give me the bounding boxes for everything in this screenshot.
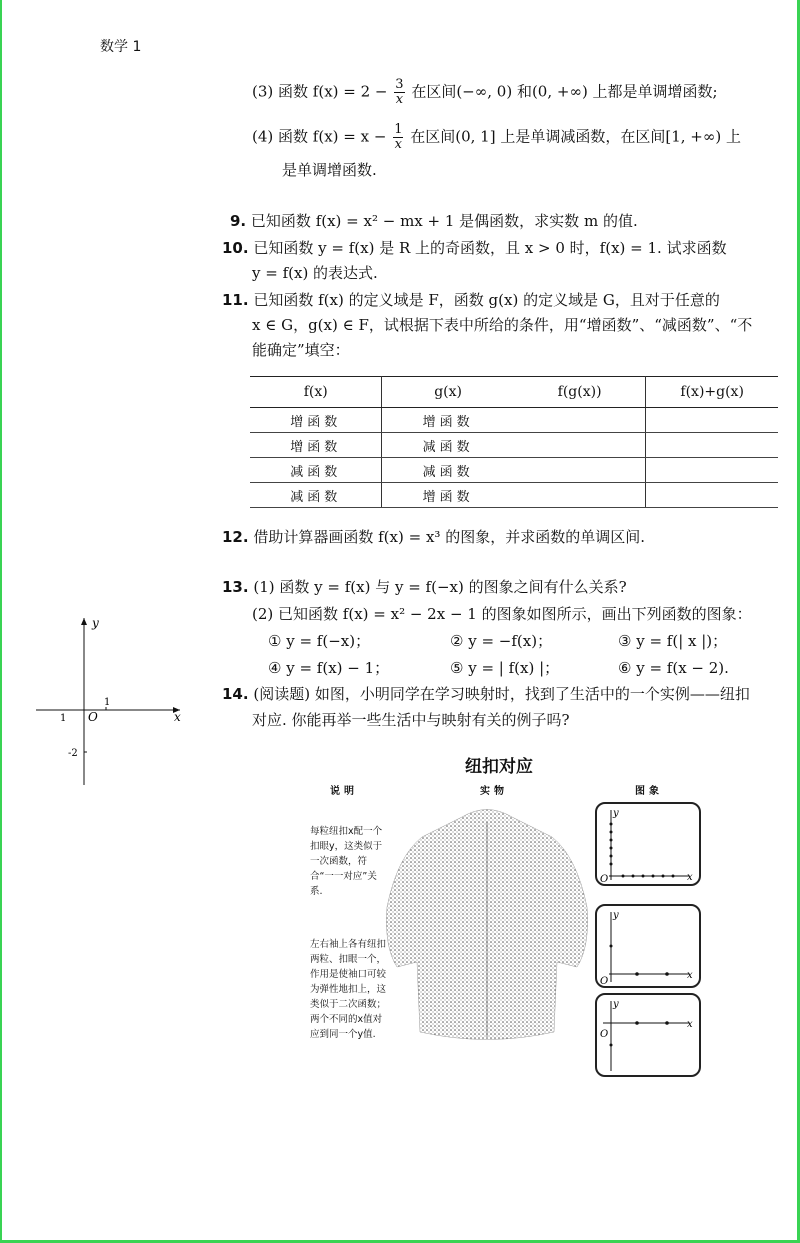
tick-label-x1: 1 — [104, 697, 111, 708]
description-1: 每粒纽扣x配一个扣眼y，这类似于一次函数，符合“一一对应”关系. — [310, 826, 383, 897]
question-number: 10. — [222, 239, 249, 257]
description-2: 左右袖上各有纽扣两粒、扣眼一个，作用是使袖口可较为弹性地扣上，这类似于二次函数；两个不同的x值对应到同一个y值. — [310, 939, 387, 1040]
table-row — [250, 433, 778, 458]
question-text: (1) 函数 y = f(x) 与 y = f(−x) 的图象之间有什么关系? — [253, 578, 627, 596]
shirt-image — [382, 797, 592, 1052]
table-cell-blank — [646, 458, 778, 483]
tick-label-ym2: -2 — [68, 748, 78, 759]
table-header: f(g(x)) — [514, 377, 646, 408]
table-cell: 减函数 — [250, 483, 382, 508]
question-13 — [222, 577, 627, 597]
question-11-line-2: x ∈ G，g(x) ∈ F，试根据下表中所给的条件，用“增函数”、“减函数”、“不 — [252, 316, 753, 334]
item-3-text-a: (3) 函数 f(x) = 2 − — [252, 82, 388, 101]
fraction-numerator: 1 — [394, 122, 403, 137]
illustration-title: 纽扣对应 — [465, 757, 533, 777]
question-number: 12. — [222, 528, 249, 546]
origin-label: O — [600, 874, 609, 884]
item-3-text-b: 在区间(−∞, 0) 和(0, +∞) 上都是单调增函数; — [411, 82, 718, 101]
running-header: 数学 1 — [100, 39, 142, 55]
fraction-denominator: x — [395, 92, 404, 107]
fraction-1-over-x — [393, 123, 403, 152]
option-1: ① y = f(−x)； — [268, 632, 371, 650]
table-header: f(x)+g(x) — [646, 377, 778, 408]
question-text: 已知函数 f(x) 的定义域是 F，函数 g(x) 的定义域是 G，且对于任意的 — [253, 291, 720, 309]
origin-label: O — [600, 976, 609, 986]
y-label: y — [613, 999, 619, 1010]
column-header-description: 说明 — [330, 786, 358, 797]
question-text: (阅读题) 如图，小明同学在学习映射时，找到了生活中的一个实例——纽扣 — [253, 685, 750, 703]
graph-panel-one-to-one — [595, 802, 701, 886]
fraction-3-over-x — [394, 78, 404, 107]
table-cell-blank — [514, 458, 646, 483]
table-row — [250, 483, 778, 508]
question-11-line-3: 能确定”填空： — [252, 341, 350, 359]
graph-two — [597, 906, 699, 986]
fraction-denominator: x — [394, 137, 402, 152]
question-number: 9. — [230, 212, 247, 230]
item-4-text-b: 在区间(0, 1] 上是单调减函数，在区间[1, +∞) 上 — [410, 127, 741, 146]
x-label: x — [687, 1019, 693, 1030]
graph-panel-three — [595, 993, 701, 1077]
option-2: ② y = −f(x)； — [450, 632, 553, 650]
coordinate-figure — [30, 610, 200, 790]
question-12 — [222, 527, 645, 547]
points — [610, 823, 675, 878]
page-border-left — [0, 0, 2, 1243]
table-cell-blank — [646, 433, 778, 458]
item-4 — [252, 123, 741, 152]
question-number: 11. — [222, 291, 249, 309]
table-cell: 增函数 — [250, 408, 382, 433]
y-axis-arrow — [81, 618, 87, 625]
origin-label: O — [600, 1029, 609, 1040]
question-number: 14. — [222, 685, 249, 703]
table-row — [250, 458, 778, 483]
origin-label: O — [88, 710, 98, 724]
graph-three — [597, 995, 699, 1075]
fraction-numerator: 3 — [395, 77, 404, 92]
table-cell: 增函数 — [382, 483, 514, 508]
item-3 — [252, 78, 718, 107]
column-header-object: 实物 — [480, 786, 508, 797]
y-label: y — [92, 616, 99, 630]
x-label: x — [687, 872, 693, 883]
question-13-part-2: (2) 已知函数 f(x) = x² − 2x − 1 的图象如图所示，画出下列函数的图象： — [252, 605, 752, 623]
table-cell-blank — [514, 408, 646, 433]
table-cell-blank — [514, 433, 646, 458]
item-4-text-a: (4) 函数 f(x) = x − — [252, 127, 387, 146]
question-10-continued: y = f(x) 的表达式. — [252, 264, 378, 282]
table-cell-blank — [646, 483, 778, 508]
question-text: 已知函数 f(x) = x² − mx + 1 是偶函数，求实数 m 的值. — [250, 212, 638, 230]
question-number: 13. — [222, 578, 249, 596]
tick-label-xm1: 1 — [60, 713, 67, 724]
y-label: y — [613, 808, 619, 819]
question-10 — [222, 238, 727, 258]
table-row — [250, 408, 778, 433]
question-text: 借助计算器画函数 f(x) = x³ 的图象，并求函数的单调区间. — [253, 528, 645, 546]
option-4: ④ y = f(x) − 1； — [268, 659, 390, 677]
table-cell: 增函数 — [382, 408, 514, 433]
monotonicity-table — [250, 376, 778, 508]
table-cell: 减函数 — [382, 458, 514, 483]
table-header: f(x) — [250, 377, 382, 408]
question-14 — [222, 684, 750, 704]
button-mapping-illustration — [290, 752, 710, 1082]
table-cell-blank — [646, 408, 778, 433]
y-label: y — [613, 910, 619, 921]
graph-one-to-one — [597, 804, 699, 884]
x-label: x — [687, 970, 693, 981]
question-9 — [230, 211, 638, 231]
option-3: ③ y = f(| x |)； — [618, 632, 728, 650]
table-cell: 减函数 — [382, 433, 514, 458]
table-header-row — [250, 377, 778, 408]
column-header-graph: 图象 — [635, 786, 663, 797]
table-cell-blank — [514, 483, 646, 508]
item-4-continued: 是单调增函数. — [282, 161, 377, 179]
table-cell: 减函数 — [250, 458, 382, 483]
question-14-continued: 对应. 你能再举一些生活中与映射有关的例子吗? — [252, 711, 570, 729]
points — [610, 1021, 669, 1046]
question-text: 已知函数 y = f(x) 是 R 上的奇函数，且 x > 0 时，f(x) = 1. 试求函数 — [253, 239, 727, 257]
graph-panel-two — [595, 904, 701, 988]
table-header: g(x) — [382, 377, 514, 408]
question-11 — [222, 290, 720, 310]
points — [610, 945, 669, 976]
coordinate-axes — [30, 610, 200, 790]
x-label: x — [174, 710, 181, 724]
table-cell: 增函数 — [250, 433, 382, 458]
option-6: ⑥ y = f(x − 2). — [618, 659, 729, 677]
option-5: ⑤ y = | f(x) |； — [450, 659, 560, 677]
